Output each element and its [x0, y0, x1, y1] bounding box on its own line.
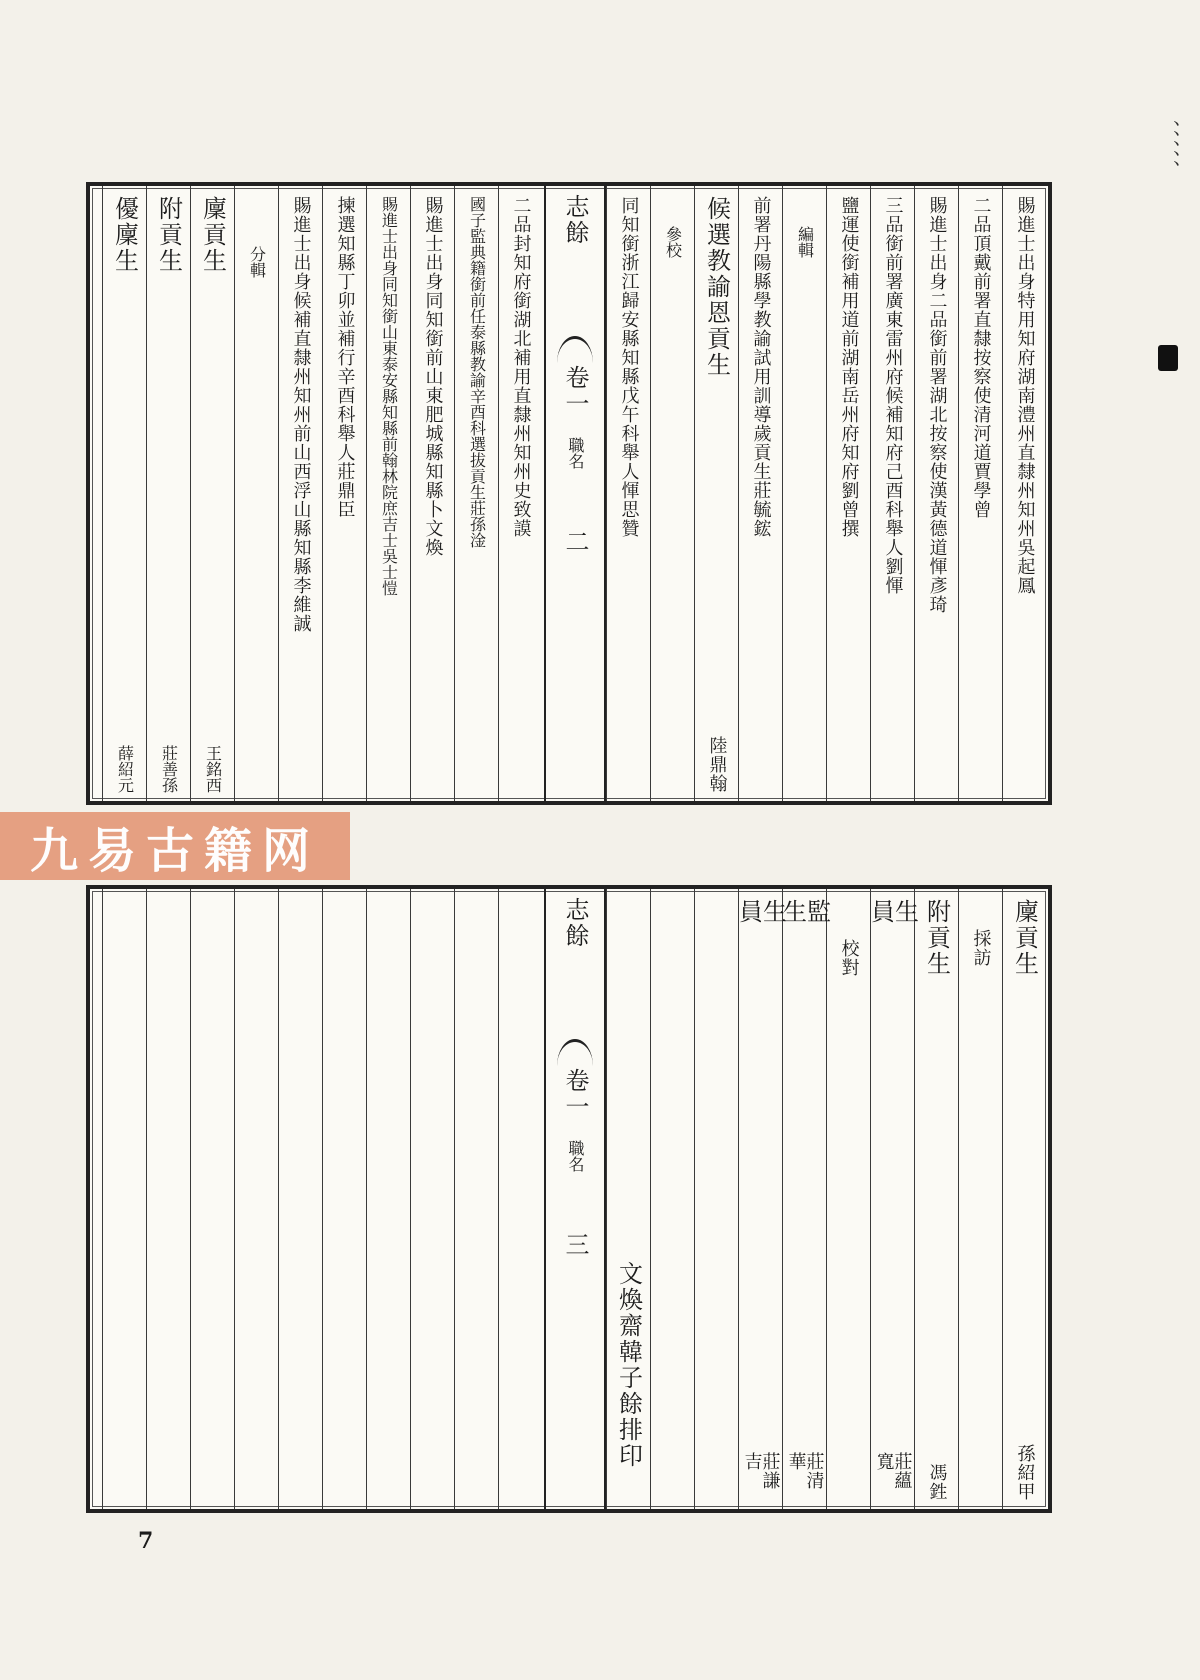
fish-tail-mark — [557, 1039, 593, 1066]
printer-imprint: 文煥齋韓子餘排印 — [614, 1261, 643, 1469]
column: 候選教諭恩貢生 陸鼎翰 — [694, 186, 738, 801]
column: 賜進士出身二品銜前署湖北按察使漢黃德道惲彥琦 — [914, 186, 958, 801]
juan-number: 卷一 — [561, 1068, 589, 1120]
column-label: 分輯 — [234, 186, 278, 801]
column: 二品頂戴前署直隸按察使清河道賈學曾 — [958, 186, 1002, 801]
margin-mark: 、、、、、 — [1157, 120, 1181, 180]
column: 生員 莊謙吉 — [738, 889, 782, 1509]
imprint-column — [606, 889, 650, 1509]
fold-title: 志餘 — [561, 897, 589, 949]
fish-tail-mark — [557, 336, 593, 363]
center-fold — [544, 186, 606, 801]
section-name: 職名 — [566, 1140, 585, 1172]
empty-column — [366, 889, 410, 1509]
empty-column — [278, 889, 322, 1509]
empty-column — [322, 889, 366, 1509]
empty-column — [190, 889, 234, 1509]
empty-column — [234, 889, 278, 1509]
column: 賜進士出身同知銜山東泰安縣知縣前翰林院庶吉士吳士愷 — [366, 186, 410, 801]
folio-number: 三 — [561, 1232, 589, 1258]
column-label: 編輯 — [782, 186, 826, 801]
lower-page — [86, 885, 1052, 1513]
column: 三品銜前署廣東雷州府候補知府己酉科舉人劉 惲 — [870, 186, 914, 801]
column: 賜進士出身特用知府湖南澧州直隸州知州吳起鳳 — [1002, 186, 1046, 801]
column: 同知銜浙江歸安縣知縣戊午科舉人惲思贊 — [606, 186, 650, 801]
ink-blot — [1158, 345, 1178, 371]
center-fold — [544, 889, 606, 1509]
empty-column — [498, 889, 542, 1509]
column: 鹽運使銜補用道前湖南岳州府知府劉曾撰 — [826, 186, 870, 801]
column: 賜進士出身候補直隸州知州前山西浮山縣知縣李維誠 — [278, 186, 322, 801]
column — [650, 889, 694, 1509]
column-label: 參校 — [650, 186, 694, 801]
juan-number: 卷一 — [561, 365, 589, 417]
column-label: 採訪 — [958, 889, 1002, 1509]
column: 優廩生 薛紹元 — [102, 186, 146, 801]
empty-column — [102, 889, 146, 1509]
watermark-banner: 九易古籍网 — [0, 812, 350, 880]
column — [694, 889, 738, 1509]
column: 二品封知府銜湖北補用直隸州知州史致謨 — [498, 186, 542, 801]
column-label: 校對 — [826, 889, 870, 1509]
section-name: 職名 — [566, 437, 585, 469]
empty-column — [410, 889, 454, 1509]
column: 附貢生 莊善孫 — [146, 186, 190, 801]
folio-number: 二 — [561, 529, 589, 555]
page-number: 7 — [138, 1528, 154, 1554]
column: 前署丹陽縣學教諭試用訓導歲貢生莊毓鋐 — [738, 186, 782, 801]
column: 監生 莊清華 — [782, 889, 826, 1509]
empty-column — [146, 889, 190, 1509]
column: 賜進士出身同知銜前山東肥城縣知縣卜文煥 — [410, 186, 454, 801]
column: 揀選知縣丁卯並補行辛酉科舉人莊鼎臣 — [322, 186, 366, 801]
column: 廩貢生 王銘西 — [190, 186, 234, 801]
column: 國子監典籍銜前任泰縣教諭辛酉科選拔貢生莊孫淦 — [454, 186, 498, 801]
empty-column — [454, 889, 498, 1509]
fold-title: 志餘 — [561, 194, 589, 246]
column: 附貢生 馮鉎 — [914, 889, 958, 1509]
upper-page — [86, 182, 1052, 805]
column: 廩貢生 孫紹甲 — [1002, 889, 1046, 1509]
column: 生員 莊蘊寬 — [870, 889, 914, 1509]
